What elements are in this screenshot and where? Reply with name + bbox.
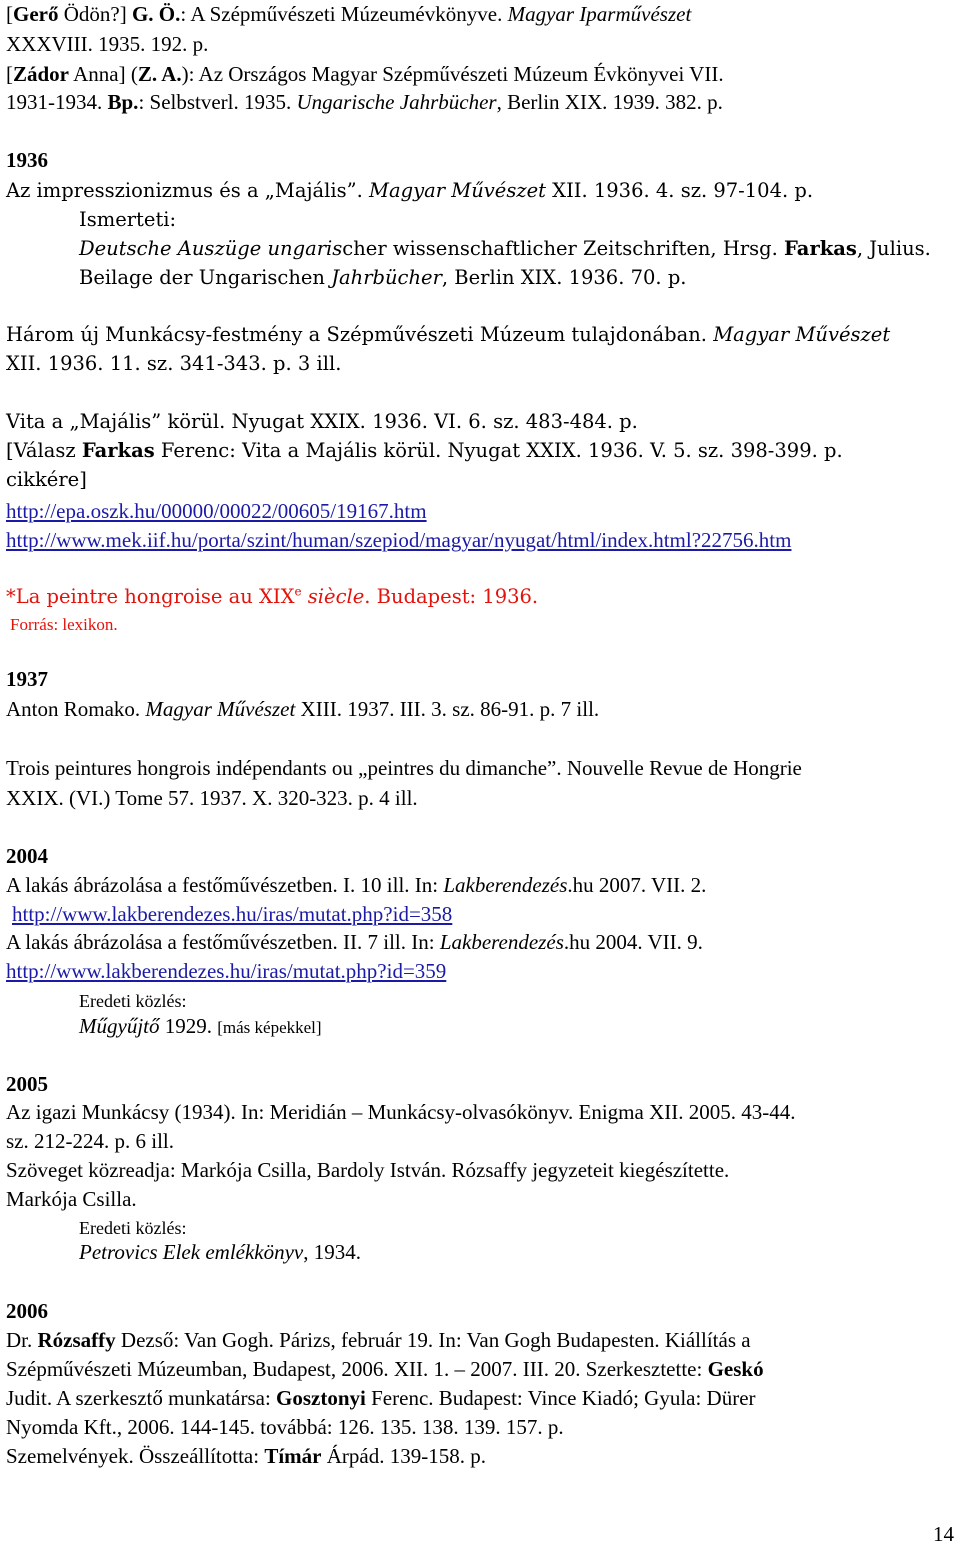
note-label: Eredeti közlés:: [79, 1218, 187, 1238]
lakberendezes-link-359[interactable]: http://www.lakberendezes.hu/iras/mutat.php?id=359: [6, 959, 447, 983]
source-note: Forrás: lexikon.: [10, 615, 118, 634]
year-heading: 2005: [6, 1072, 48, 1096]
entry-line: Trois peintures hongrois indépendants ou „peintres du dimanche”. Nouvelle Revue de Hongrie: [6, 756, 802, 780]
year-heading: 2004: [6, 844, 48, 868]
entry-line: Judit. A szerkesztő munkatársa: Gosztonyi Ferenc. Budapest: Vince Kiadó; Gyula: Dürer: [6, 1386, 756, 1410]
entry-line: Vita a „Majális” körül. Nyugat XXIX. 1936. VI. 6. sz. 483-484. p.: [6, 410, 638, 433]
entry-line: Az igazi Munkácsy (1934). In: Meridián – Munkácsy-olvasókönyv. Enigma XII. 2005. 43-44.: [6, 1100, 796, 1124]
entry-line: sz. 212-224. p. 6 ill.: [6, 1129, 174, 1153]
entry-line: Nyomda Kft., 2006. 144-145. továbbá: 126. 135. 138. 139. 157. p.: [6, 1415, 564, 1439]
entry-line: Az impresszionizmus és a „Majális”. Magyar Művészet XII. 1936. 4. sz. 97-104. p.: [6, 179, 814, 202]
entry-line: Deutsche Auszüge ungarischer wissenschaftlicher Zeitschriften, Hrsg. Farkas, Julius.: [79, 237, 931, 260]
note-label: Ismerteti:: [79, 208, 177, 231]
year-heading: 1936: [6, 148, 48, 172]
entry-line: cikkére]: [6, 468, 87, 491]
year-heading: 1937: [6, 667, 48, 691]
entry-line: Szépművészeti Múzeumban, Budapest, 2006. XII. 1. – 2007. III. 20. Szerkesztette: Geskó: [6, 1357, 764, 1381]
entry-line: A lakás ábrázolása a festőművészetben. II. 7 ill. In: Lakberendezés.hu 2004. VII. 9.: [6, 930, 703, 954]
entry-line: Dr. Rózsaffy Dezső: Van Gogh. Párizs, február 19. In: Van Gogh Budapesten. Kiállítás a: [6, 1328, 751, 1352]
entry-line: [Zádor Anna] (Z. A.): Az Országos Magyar Szépművészeti Múzeum Évkönyvei VII.: [6, 62, 724, 86]
entry-line: XXXVIII. 1935. 192. p.: [6, 32, 209, 56]
entry-line: Beilage der Ungarischen Jahrbücher, Berlin XIX. 1936. 70. p.: [79, 266, 687, 289]
page-number: 14: [933, 1522, 954, 1546]
year-heading: 2006: [6, 1299, 48, 1323]
note-label: Eredeti közlés:: [79, 991, 187, 1011]
entry-line: [Válasz Farkas Ferenc: Vita a Majális körül. Nyugat XXIX. 1936. V. 5. sz. 398-399. p.: [6, 439, 843, 462]
entry-line: A lakás ábrázolása a festőművészetben. I. 10 ill. In: Lakberendezés.hu 2007. VII. 2.: [6, 873, 707, 897]
mek-link[interactable]: http://www.mek.iif.hu/porta/szint/human/szepiod/magyar/nyugat/html/index.html?22756.htm: [6, 528, 792, 552]
entry-line: 1931-1934. Bp.: Selbstverl. 1935. Ungarische Jahrbücher, Berlin XIX. 1939. 382. p.: [6, 90, 723, 114]
entry-line: [Gerő Ödön?] G. Ö.: A Szépművészeti Múzeumévkönyve. Magyar Iparművészet: [6, 2, 692, 26]
entry-line: XII. 1936. 11. sz. 341-343. p. 3 ill.: [6, 352, 342, 375]
entry-line: Anton Romako. Magyar Művészet XIII. 1937. III. 3. sz. 86-91. p. 7 ill.: [6, 697, 600, 721]
entry-line: Műgyűjtő 1929. [más képekkel]: [79, 1014, 322, 1038]
entry-line: Markója Csilla.: [6, 1187, 137, 1211]
entry-line: Petrovics Elek emlékkönyv, 1934.: [79, 1240, 362, 1264]
entry-line: Három új Munkácsy-festmény a Szépművészeti Múzeum tulajdonában. Magyar Művészet: [6, 323, 891, 346]
entry-line: XXIX. (VI.) Tome 57. 1937. X. 320-323. p. 4 ill.: [6, 786, 418, 810]
entry-line: Szöveget közreadja: Markója Csilla, Bardoly István. Rózsaffy jegyzeteit kiegészítette.: [6, 1158, 730, 1182]
epa-link[interactable]: http://epa.oszk.hu/00000/00022/00605/19167.htm: [6, 499, 427, 523]
lakberendezes-link-358[interactable]: http://www.lakberendezes.hu/iras/mutat.php?id=358: [12, 902, 453, 926]
entry-line: Szemelvények. Összeállította: Tímár Árpád. 139-158. p.: [6, 1444, 486, 1468]
entry-line: *La peintre hongroise au XIXe siècle. Budapest: 1936.: [6, 584, 539, 608]
